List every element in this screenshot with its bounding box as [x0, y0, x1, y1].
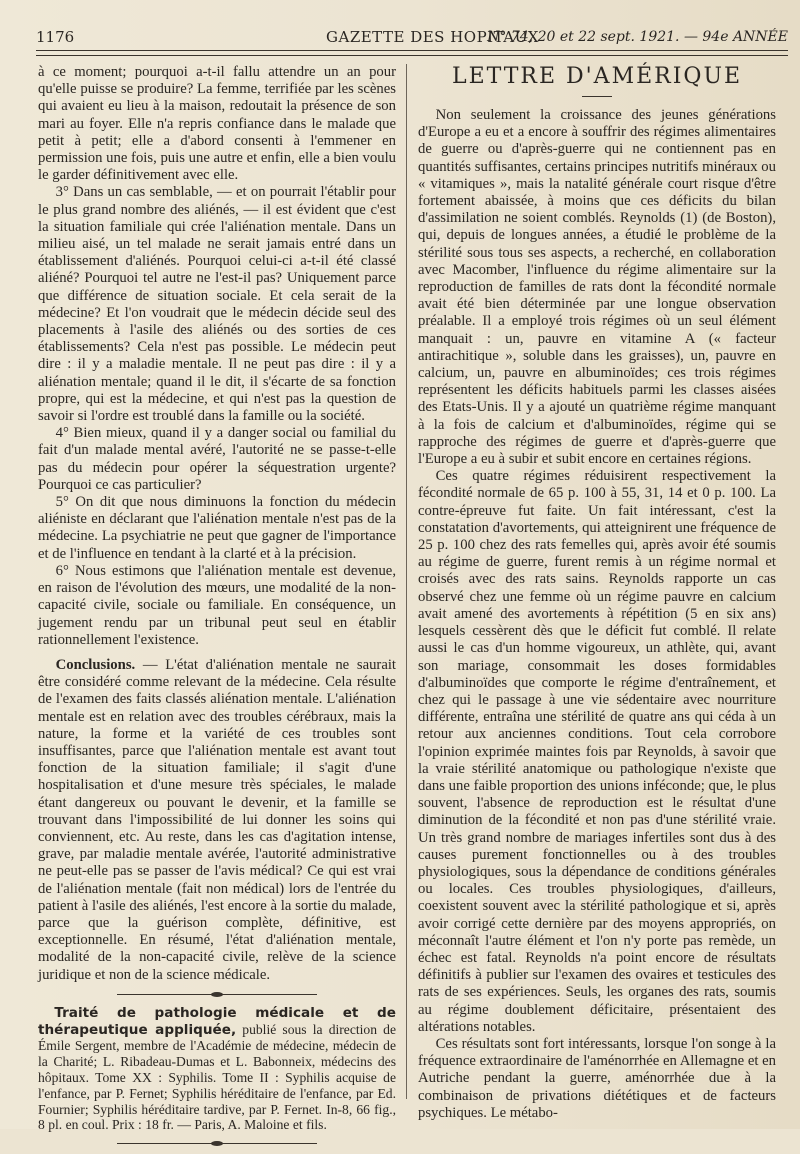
conclusions-paragraph [38, 657, 396, 984]
book-review [38, 1005, 396, 1133]
section-separator [117, 994, 317, 995]
paragraph: 6° Nous estimons que l'aliénation mentale est devenue, en raison de l'évolution des mœurs, une modalité de la non-capacité civile, sociale ou familiale. En conséquence, un jugement rendu par un tribunal peut seul en établir rationnellement l'existence. [38, 562, 396, 648]
paragraph: 5° On dit que nous diminuons la fonction du médecin aliéniste en déclarant que l'aliénation mentale n'est pas de la médecine. La psychiatrie ne peut que gagner de l'importance et de l'influence en tendant à la clarté et à la précision. [38, 494, 396, 562]
journal-title: GAZETTE DES HOPITAUX [326, 28, 539, 46]
paragraph: à ce moment; pourquoi a-t-il fallu attendre un an pour qu'elle puisse se produire? La femme, terrifiée par les scènes qui avaient eu lieu à la maison, redoutait la présence de son mari au foyer. Elle n'a repris confiance dans le malade que petit à petit; elle a d'abord consenti à l'emmener en permission une fois, puis une autre et enfin, elle a bien voulu le garder définitivement avec elle. [38, 64, 396, 184]
paragraph: Ces résultats sont fort intéressants, lorsque l'on songe à la fréquence extraordinaire de l'aménorrhée en Allemagne et en Autriche pendant la guerre, aménorrhée due à la combinaison de privations diététiques et de facteurs psychiques. Le métabo- [418, 1035, 776, 1121]
page-number: 1176 [36, 28, 75, 46]
right-column [418, 64, 776, 1122]
header-rule-thin [36, 55, 788, 56]
book-title: Traité de pathologie médicale et de thérapeutique appliquée, [38, 1004, 396, 1038]
title-rule [582, 96, 612, 97]
header-rule [36, 50, 788, 51]
book-details: publié sous la direction de Émile Sergent, membre de l'Académie de médecine, médecin de la Charité; L. Ribadeau-Dumas et L. Babonneix, médecins des hôpitaux. Tome XX : Syphilis. Tome II : Syphilis acquise de l'enfance, par P. Fernet; Syphilis héréditaire de l'enfance, par Ed. Fournier; Syphilis héréditaire tardive, par P. Fernet. In-8, 66 fig., 8 pl. en coul. Prix : 18 fr. — Paris, A. Maloine et fils. [38, 1021, 396, 1133]
column-divider [406, 64, 407, 1099]
article-title: LETTRE D'AMÉRIQUE [451, 64, 743, 89]
section-separator-end [117, 1143, 317, 1144]
paragraph: Non seulement la croissance des jeunes générations d'Europe a eu et a encore à souffrir des régimes alimentaires de guerre ou d'après-guerre qui ne contiennent pas en quantités suffisantes, certains principes nutritifs minéraux ou « vitamiques », mais la natalité générale court risque d'être fortement abaissée, à moins que ces déficits du bilan d'assimilation ne soient comblés. Reynolds (1) (de Boston), qui, depuis de longues années, a étudié le problème de la stérilité sous tous ses aspects, a recherché, en collaboration avec Macomber, l'influence du régime alimentaire sur la reproduction de familles de rats dont la fécondité normale avait été bien déterminée par une longue observation préalable. Il a employé trois régimes où un seul élément manquait : un, pauvre en vitamine A (« facteur antirachitique », soluble dans les graisses), un, pauvre en calcium, un, pauvre en albuminoïdes; ces trois régimes représentent les déficits habituels parmi les classes aisées des Etats-Unis. Il y a ajouté un quatrième régime manquant à la fois de calcium et d'albuminoïdes, régime qui se rapproche des régimes de guerre et d'après-guerre que l'Europe a eu à subir et subit encore en certaines régions. [418, 107, 776, 468]
left-column [38, 64, 396, 1154]
paragraph: 4° Bien mieux, quand il y a danger social ou familial du fait d'un malade mental avéré, l'autorité ne se passe-t-elle pas du médecin pour opérer la séquestration urgente? Pourquoi ce cas particulier? [38, 425, 396, 493]
conclusions-label: Conclusions. [55, 656, 136, 673]
issue-info: N° 74, 20 et 22 sept. 1921. — 94e ANNÉE [487, 29, 788, 45]
conclusions-text: — L'état d'aliénation mentale ne saurait être considéré comme relevant de la médecine. Cela résulte de l'examen des faits classés aliénation mentale. L'aliénation mentale est en relation avec des troubles cérébraux, mais la nature, la forme et la variété de ces troubles sont insuffisantes, parce que l'aliénation mentale est avant tout fonction de la situation familiale; il s'agit d'une hospitalisation et d'une mesure très spéciales, le malade étant dangereux ou pouvant le devenir, et la famille se trouvant dans l'impossibilité de lui donner les soins qui conviennent, etc. Au reste, dans les cas d'agitation intense, grave, par maladie mentale avérée, l'autorité administrative ne peut-elle pas se passer de l'avis médical? Ce qui est vrai de l'aliénation mentale (fait non médical) lors de l'entrée du patient à l'asile des aliénés, l'est encore à la sortie du malade, parce que la guérison complète, définitive, est exceptionnelle. En résumé, l'état d'aliénation mentale, modalité de la non-capacité civile, relève de la science juridique et non de la science médicale. [38, 656, 396, 983]
paragraph: 3° Dans un cas semblable, — et on pourrait l'établir pour le plus grand nombre des aliénés, — il est évident que c'est la situation familiale qui crée l'aliénation mentale. Dans un milieu aisé, un tel malade ne serait jamais entré dans un établissement d'aliénés. Pourquoi celui-ci a-t-il été classé aliéné? Pourquoi tel autre ne l'est-il pas? Uniquement parce que différence de situation sociale. Et cela serait de la médecine? Et l'on voudrait que le médecin décide seul des placements à l'asile des aliénés ou des sorties de ces établissements? Cela n'est pas possible. Le médecin peut dire : il y a maladie mentale. Il ne peut pas dire : il y a aliénation mentale; quand il le dit, il s'écarte de sa fonction propre, qui est la médecine, et qui n'est pas la question de savoir si l'ordre est troublé dans la famille ou la société. [38, 184, 396, 425]
paragraph: Ces quatre régimes réduisirent respectivement la fécondité normale de 65 p. 100 à 55, 31, 14 et 0 p. 100. La contre-épreuve fut faite. Un fait intéressant, c'est la constatation d'avortements, qui atteignirent une fréquence de 25 p. 100 chez des rats femelles qui, après avoir été soumis au régime de guerre, furent remis à un régime normal et croisés avec des rats sains. Reynolds rapporte un cas observé chez une femme où un régime pauvre en calcium avait amené des avortements à répétition (5 en six ans) lesquels cessèrent dès que le déficit fut comblé. Il relate aussi le cas d'un homme vigoureux, un athlète, qui, avant son mariage, consommait les doses formidables d'albuminoïdes que comporte le régime d'entraînement, et chez qui le passage à une vie sédentaire avec nourriture différente, entraîna une stérilité de quatre ans qui céda à un retour aux anciennes conditions. Tout cela corrobore l'opinion exprimée maintes fois par Reynolds, à savoir que la vraie stérilité anatomique ou pathologique n'existe que dans une faible proportion des unions inféconde; que, le plus souvent, l'absence de reproduction est le résultat d'une diminution de la fécondité et non pas d'une stérilité vraie. Un très grand nombre de mariages infertiles sont dus à des causes purement fonctionnelles ou à des troubles physiologiques, sous la dépendance de conditions générales ou locales. Ces troubles physiologiques, d'ailleurs, coexistent souvent avec la stérilité pathologique et si, après avoir corrigé cette dernière par des moyens appropriés, on méconnaît l'autre élément et l'on n'y porte pas remède, un échec est fatal. Reynolds n'a point encore de résultats définitifs à publier sur l'examen des ovaires et testicules des rats de ses expériences. Seuls, les organes des rats, soumis au régime doublement déficitaire, présentaient des altérations notables. [418, 468, 776, 1035]
running-header [36, 26, 788, 48]
